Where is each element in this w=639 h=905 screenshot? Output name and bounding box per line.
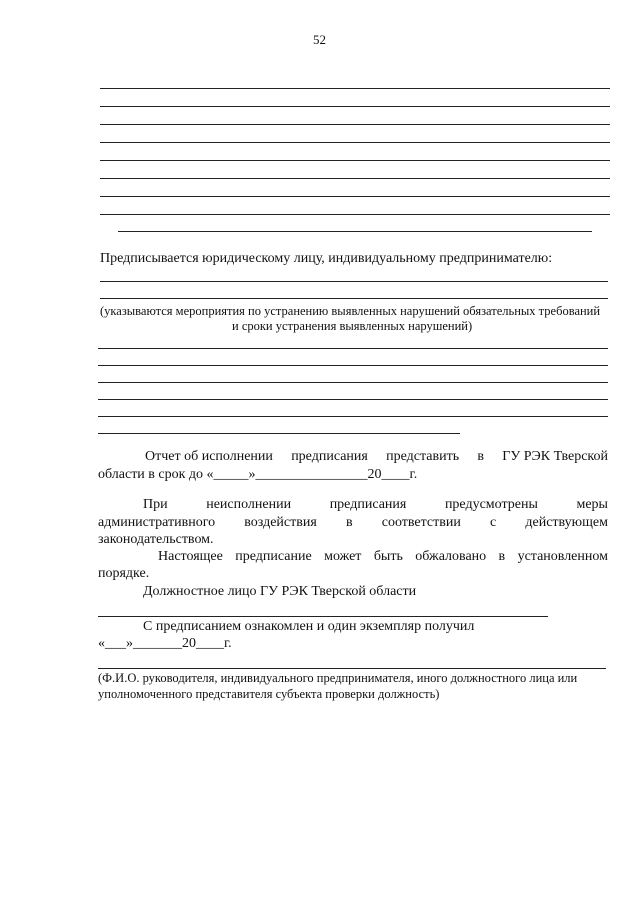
measures-note-line1: (указываются мероприятия по устранению выявленных нарушений обязательных требований — [100, 304, 601, 318]
blank-line — [100, 106, 610, 107]
blank-line — [100, 142, 610, 143]
appeal-line2: порядке. — [98, 566, 150, 581]
appeal-line1: Настоящее предписание может быть обжаловано в установленном — [158, 549, 608, 564]
blank-line — [100, 178, 610, 179]
blank-line — [98, 348, 608, 349]
acquainted-label: С предписанием ознакомлен и один экземпляр получил — [143, 619, 475, 634]
blank-line — [100, 160, 610, 161]
blank-line — [100, 214, 610, 215]
blank-line — [98, 399, 608, 400]
blank-line — [98, 416, 608, 417]
official-label: Должностное лицо ГУ РЭК Тверской области — [143, 584, 417, 599]
measures-note-line2: и сроки устранения выявленных нарушений) — [232, 319, 473, 333]
blank-line — [100, 298, 608, 299]
blank-line — [118, 231, 592, 232]
non-execution-line2: административного воздействия в соответствии с действующем — [98, 515, 608, 530]
non-execution-line3: законодательством. — [98, 532, 214, 547]
blank-line — [98, 433, 460, 434]
blank-line — [98, 365, 608, 366]
signature-line — [98, 668, 606, 669]
signatory-note-line2: уполномоченного представителя субъекта проверки должность) — [98, 687, 440, 701]
blank-line — [100, 281, 608, 282]
non-execution-line1: При неисполнении предписания предусмотрены меры — [143, 497, 608, 512]
report-line2: области в срок до «_____»________________20____г. — [98, 467, 418, 482]
blank-line — [100, 88, 610, 89]
blank-line — [100, 196, 610, 197]
acquainted-date: «___»_______20____г. — [98, 636, 232, 651]
signature-line — [98, 616, 548, 617]
blank-line — [98, 382, 608, 383]
page-number: 52 — [313, 32, 326, 47]
signatory-note-line1: (Ф.И.О. руководителя, индивидуального предпринимателя, иного должностного лица или — [98, 671, 578, 685]
blank-line — [100, 124, 610, 125]
prescribed-label: Предписывается юридическому лицу, индивидуальному предпринимателю: — [100, 251, 553, 266]
report-line1: Отчет об исполнении предписания представить в ГУ РЭК Тверской — [145, 449, 608, 464]
